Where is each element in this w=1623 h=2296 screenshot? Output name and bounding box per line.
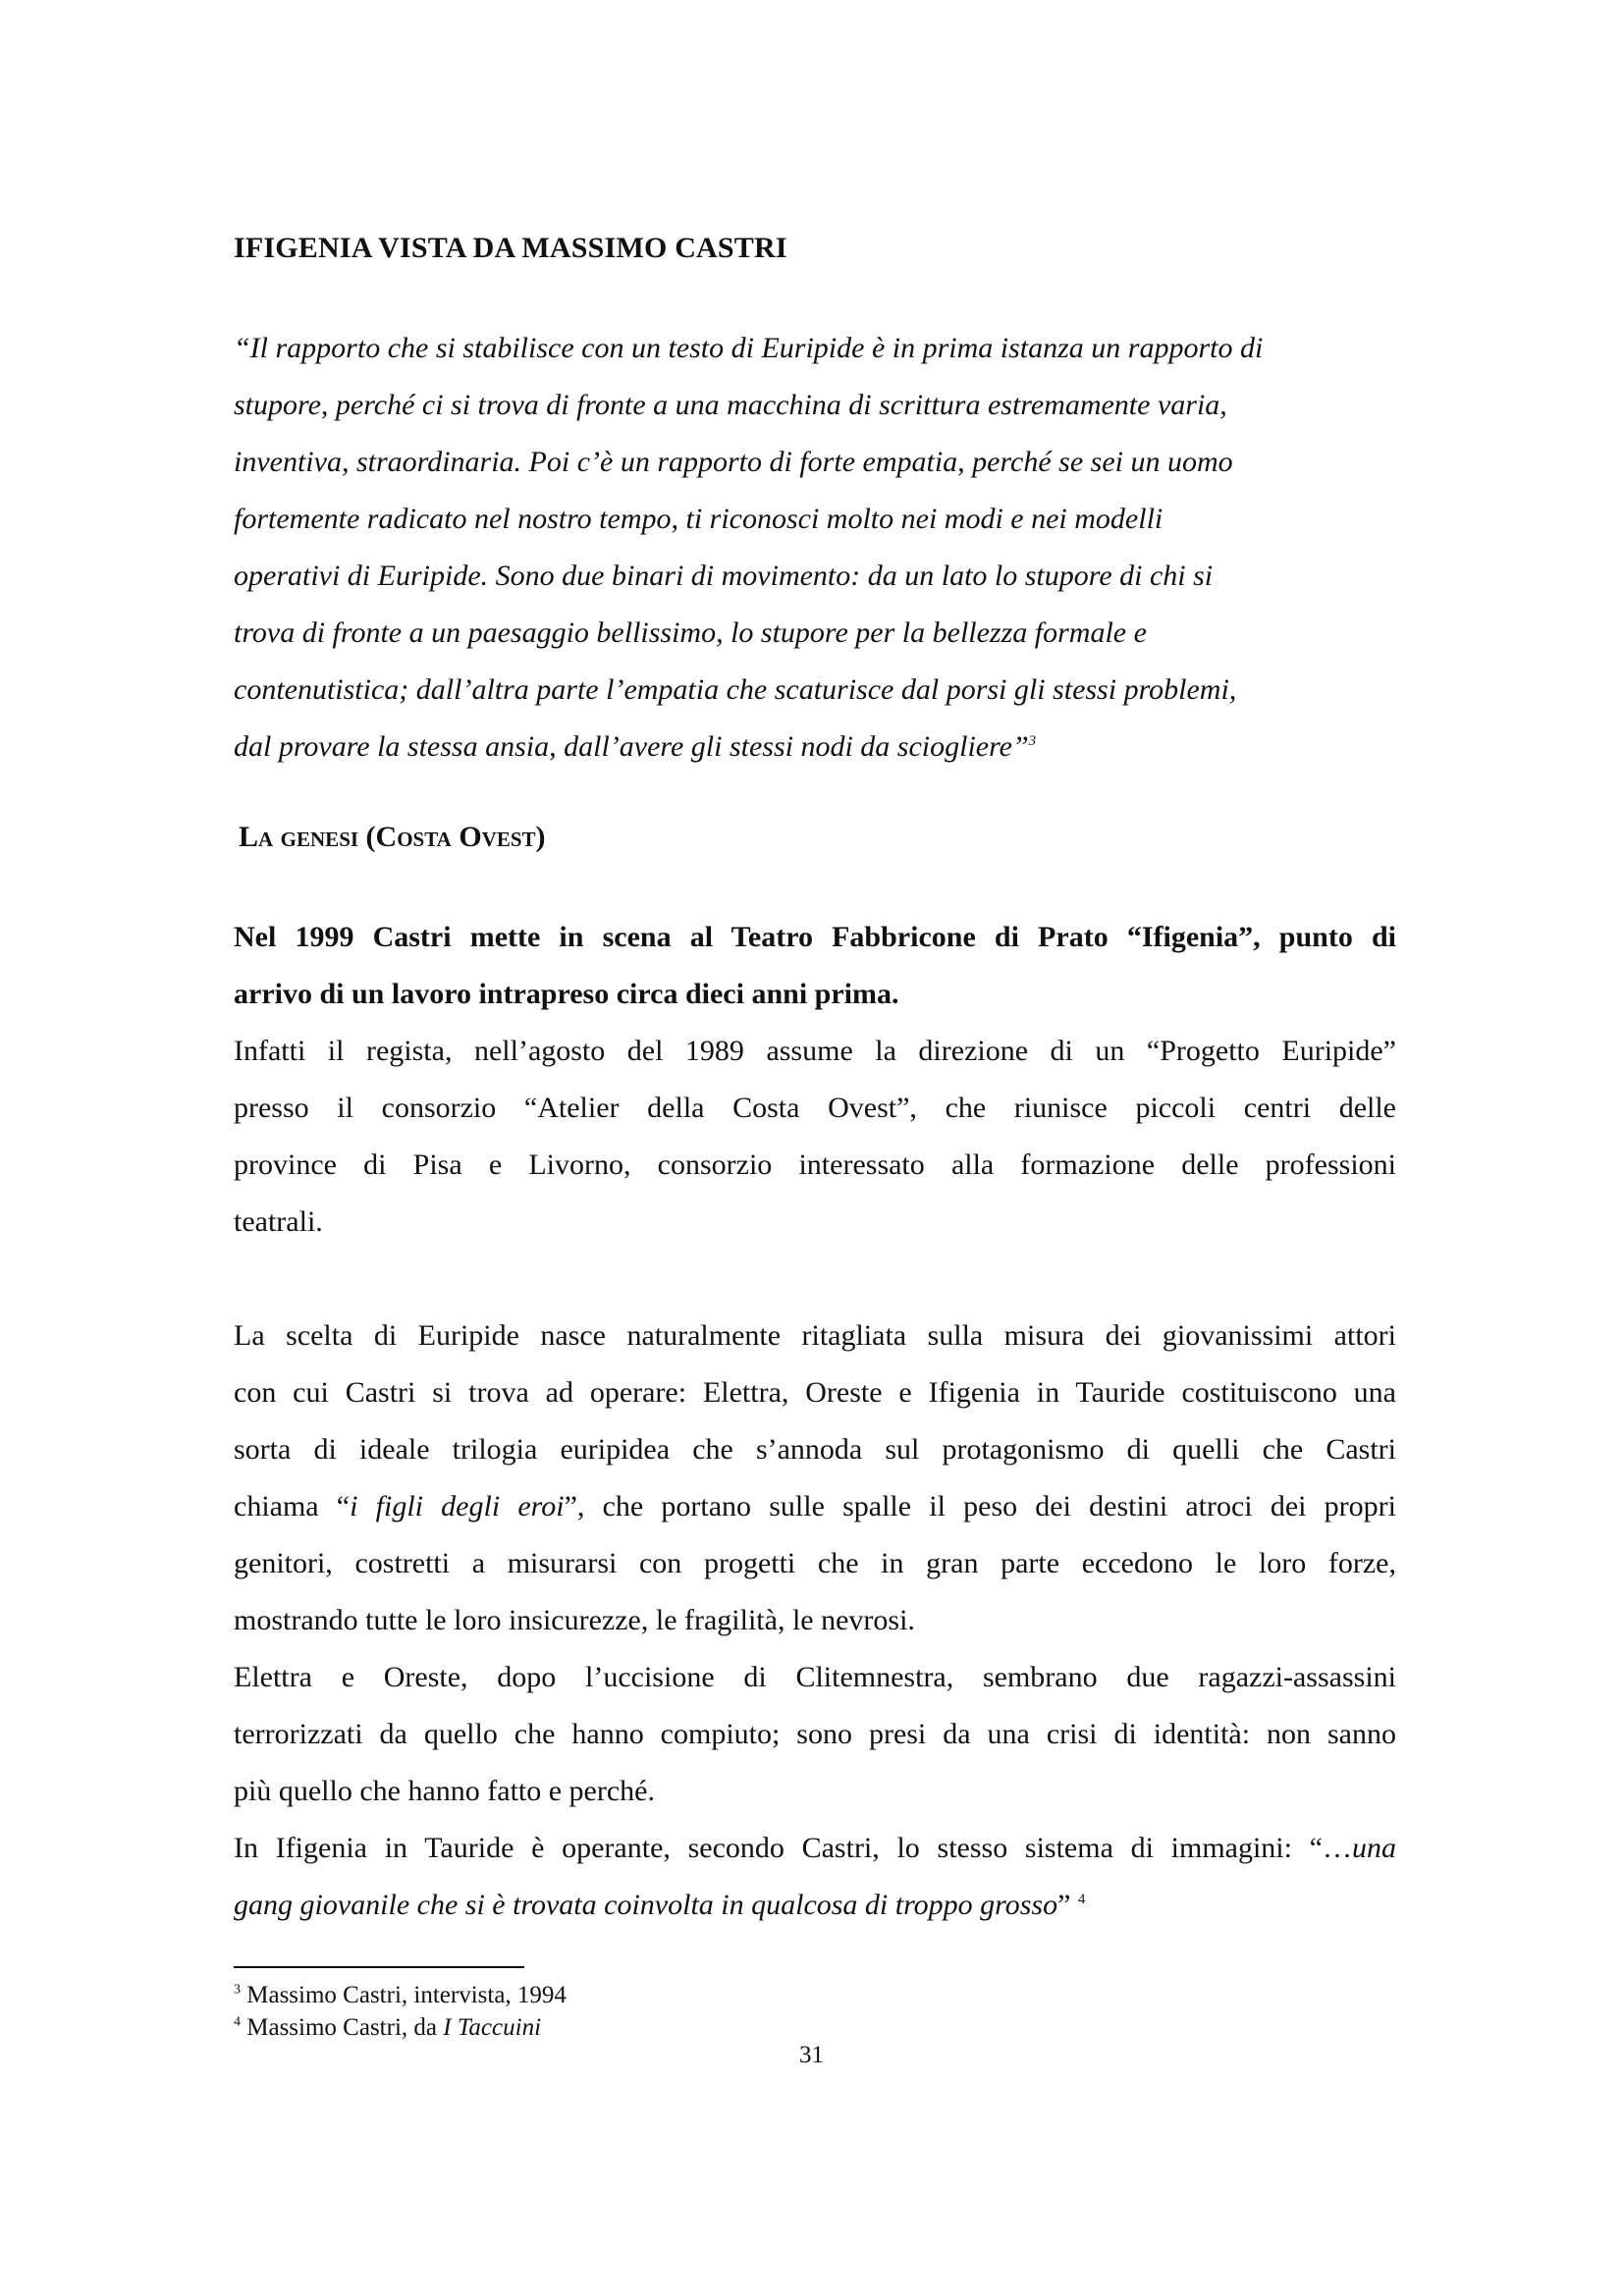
- lead-line: arrivo di un lavoro intrapreso circa dieci anni prima.: [234, 978, 899, 1010]
- footnote-number: 4: [234, 2014, 241, 2030]
- para2-line: [234, 1478, 1396, 1535]
- page-title: IFIGENIA VISTA DA MASSIMO CASTRI: [234, 232, 787, 264]
- para3-line: terrorizzati da quello che hanno compiuto; sono presi da una crisi di identità: non sanno: [234, 1718, 1396, 1750]
- quote-last-text: dal provare la stessa ansia, dall’avere gli stessi nodi da sciogliere”: [234, 730, 1029, 763]
- para1-line: presso il consorzio “Atelier della Costa Ovest”, che riunisce piccoli centri delle: [234, 1092, 1396, 1124]
- text-run: chiama “: [234, 1490, 351, 1522]
- para2-line: La scelta di Euripide nasce naturalmente ritagliata sulla misura dei giovanissimi attori: [234, 1319, 1396, 1352]
- para2-line: sorta di ideale trilogia euripidea che s’annoda sul protagonismo di quelli che Castri: [234, 1433, 1396, 1466]
- quote-line: operativi di Euripide. Sono due binari di movimento: da un lato lo stupore di chi si: [234, 560, 1214, 592]
- italic-phrase: i figli degli eroi: [350, 1490, 565, 1522]
- section-subheading: La genesi (Costa Ovest): [239, 821, 546, 853]
- footnote-4: [234, 2011, 567, 2044]
- para3-line: Elettra e Oreste, dopo l’uccisione di Clitemnestra, sembrano due ragazzi-assassini: [234, 1661, 1396, 1693]
- quote-line: “Il rapporto che si stabilisce con un testo di Euripide è in prima istanza un rapporto di: [234, 332, 1264, 364]
- para2-line: mostrando tutte le loro insicurezze, le fragilità, le nevrosi.: [234, 1604, 915, 1636]
- quote-line: [234, 719, 1396, 775]
- para1-line: teatrali.: [234, 1205, 323, 1238]
- footnote-text: Massimo Castri, intervista, 1994: [241, 1982, 567, 2008]
- italic-phrase: gang giovanile che si è trovata coinvolta in qualcosa di troppo grosso: [234, 1889, 1058, 1921]
- page-number: 31: [799, 2042, 824, 2068]
- text-run: In Ifigenia in Tauride è operante, secondo Castri, lo stesso sistema di immagini: “…: [234, 1832, 1352, 1864]
- body-text: [234, 909, 1396, 1934]
- italic-phrase: una: [1352, 1832, 1396, 1864]
- para1-line: Infatti il regista, nell’agosto del 1989 assume la direzione di un “Progetto Euripide”: [234, 1035, 1396, 1067]
- castri-quote: [234, 320, 1396, 775]
- footnote-ref-4[interactable]: 4: [1077, 1892, 1086, 1907]
- footnote-italic-title: I Taccuini: [443, 2014, 542, 2041]
- quote-line: stupore, perché ci si trova di fronte a una macchina di scrittura estremamente varia,: [234, 389, 1227, 421]
- para2-line: genitori, costretti a misurarsi con progetti che in gran parte eccedono le loro forze,: [234, 1547, 1396, 1579]
- para2-line: con cui Castri si trova ad operare: Elettra, Oreste e Ifigenia in Tauride costituiscono una: [234, 1376, 1396, 1409]
- footnotes: [234, 1979, 567, 2044]
- para3-line: più quello che hanno fatto e perché.: [234, 1775, 655, 1807]
- footnote-text: Massimo Castri, da: [241, 2014, 444, 2041]
- paragraph-gap: [234, 1251, 1396, 1308]
- quote-line: trova di fronte a un paesaggio bellissimo, lo stupore per la bellezza formale e: [234, 616, 1147, 649]
- text-run: ”: [1057, 1889, 1078, 1921]
- quote-line: inventiva, straordinaria. Poi c’è un rapporto di forte empatia, perché se sei un uomo: [234, 446, 1233, 478]
- para1-line: province di Pisa e Livorno, consorzio interessato alla formazione delle professioni: [234, 1148, 1396, 1181]
- para4-line: [234, 1820, 1396, 1877]
- footnote-ref-3[interactable]: 3: [1028, 733, 1037, 749]
- para4-line: [234, 1877, 1396, 1934]
- lead-line: Nel 1999 Castri mette in scena al Teatro Fabbricone di Prato “Ifigenia”, punto di: [234, 921, 1396, 953]
- text-run: ”, che portano sulle spalle il peso dei destini atroci dei propri: [564, 1490, 1396, 1522]
- footnote-3: [234, 1979, 567, 2011]
- quote-line: contenutistica; dall’altra parte l’empatia che scaturisce dal porsi gli stessi problemi,: [234, 673, 1237, 706]
- footnote-number: 3: [234, 1982, 241, 1998]
- footnote-divider: [234, 1966, 524, 1968]
- quote-line: fortemente radicato nel nostro tempo, ti riconosci molto nei modi e nei modelli: [234, 503, 1163, 535]
